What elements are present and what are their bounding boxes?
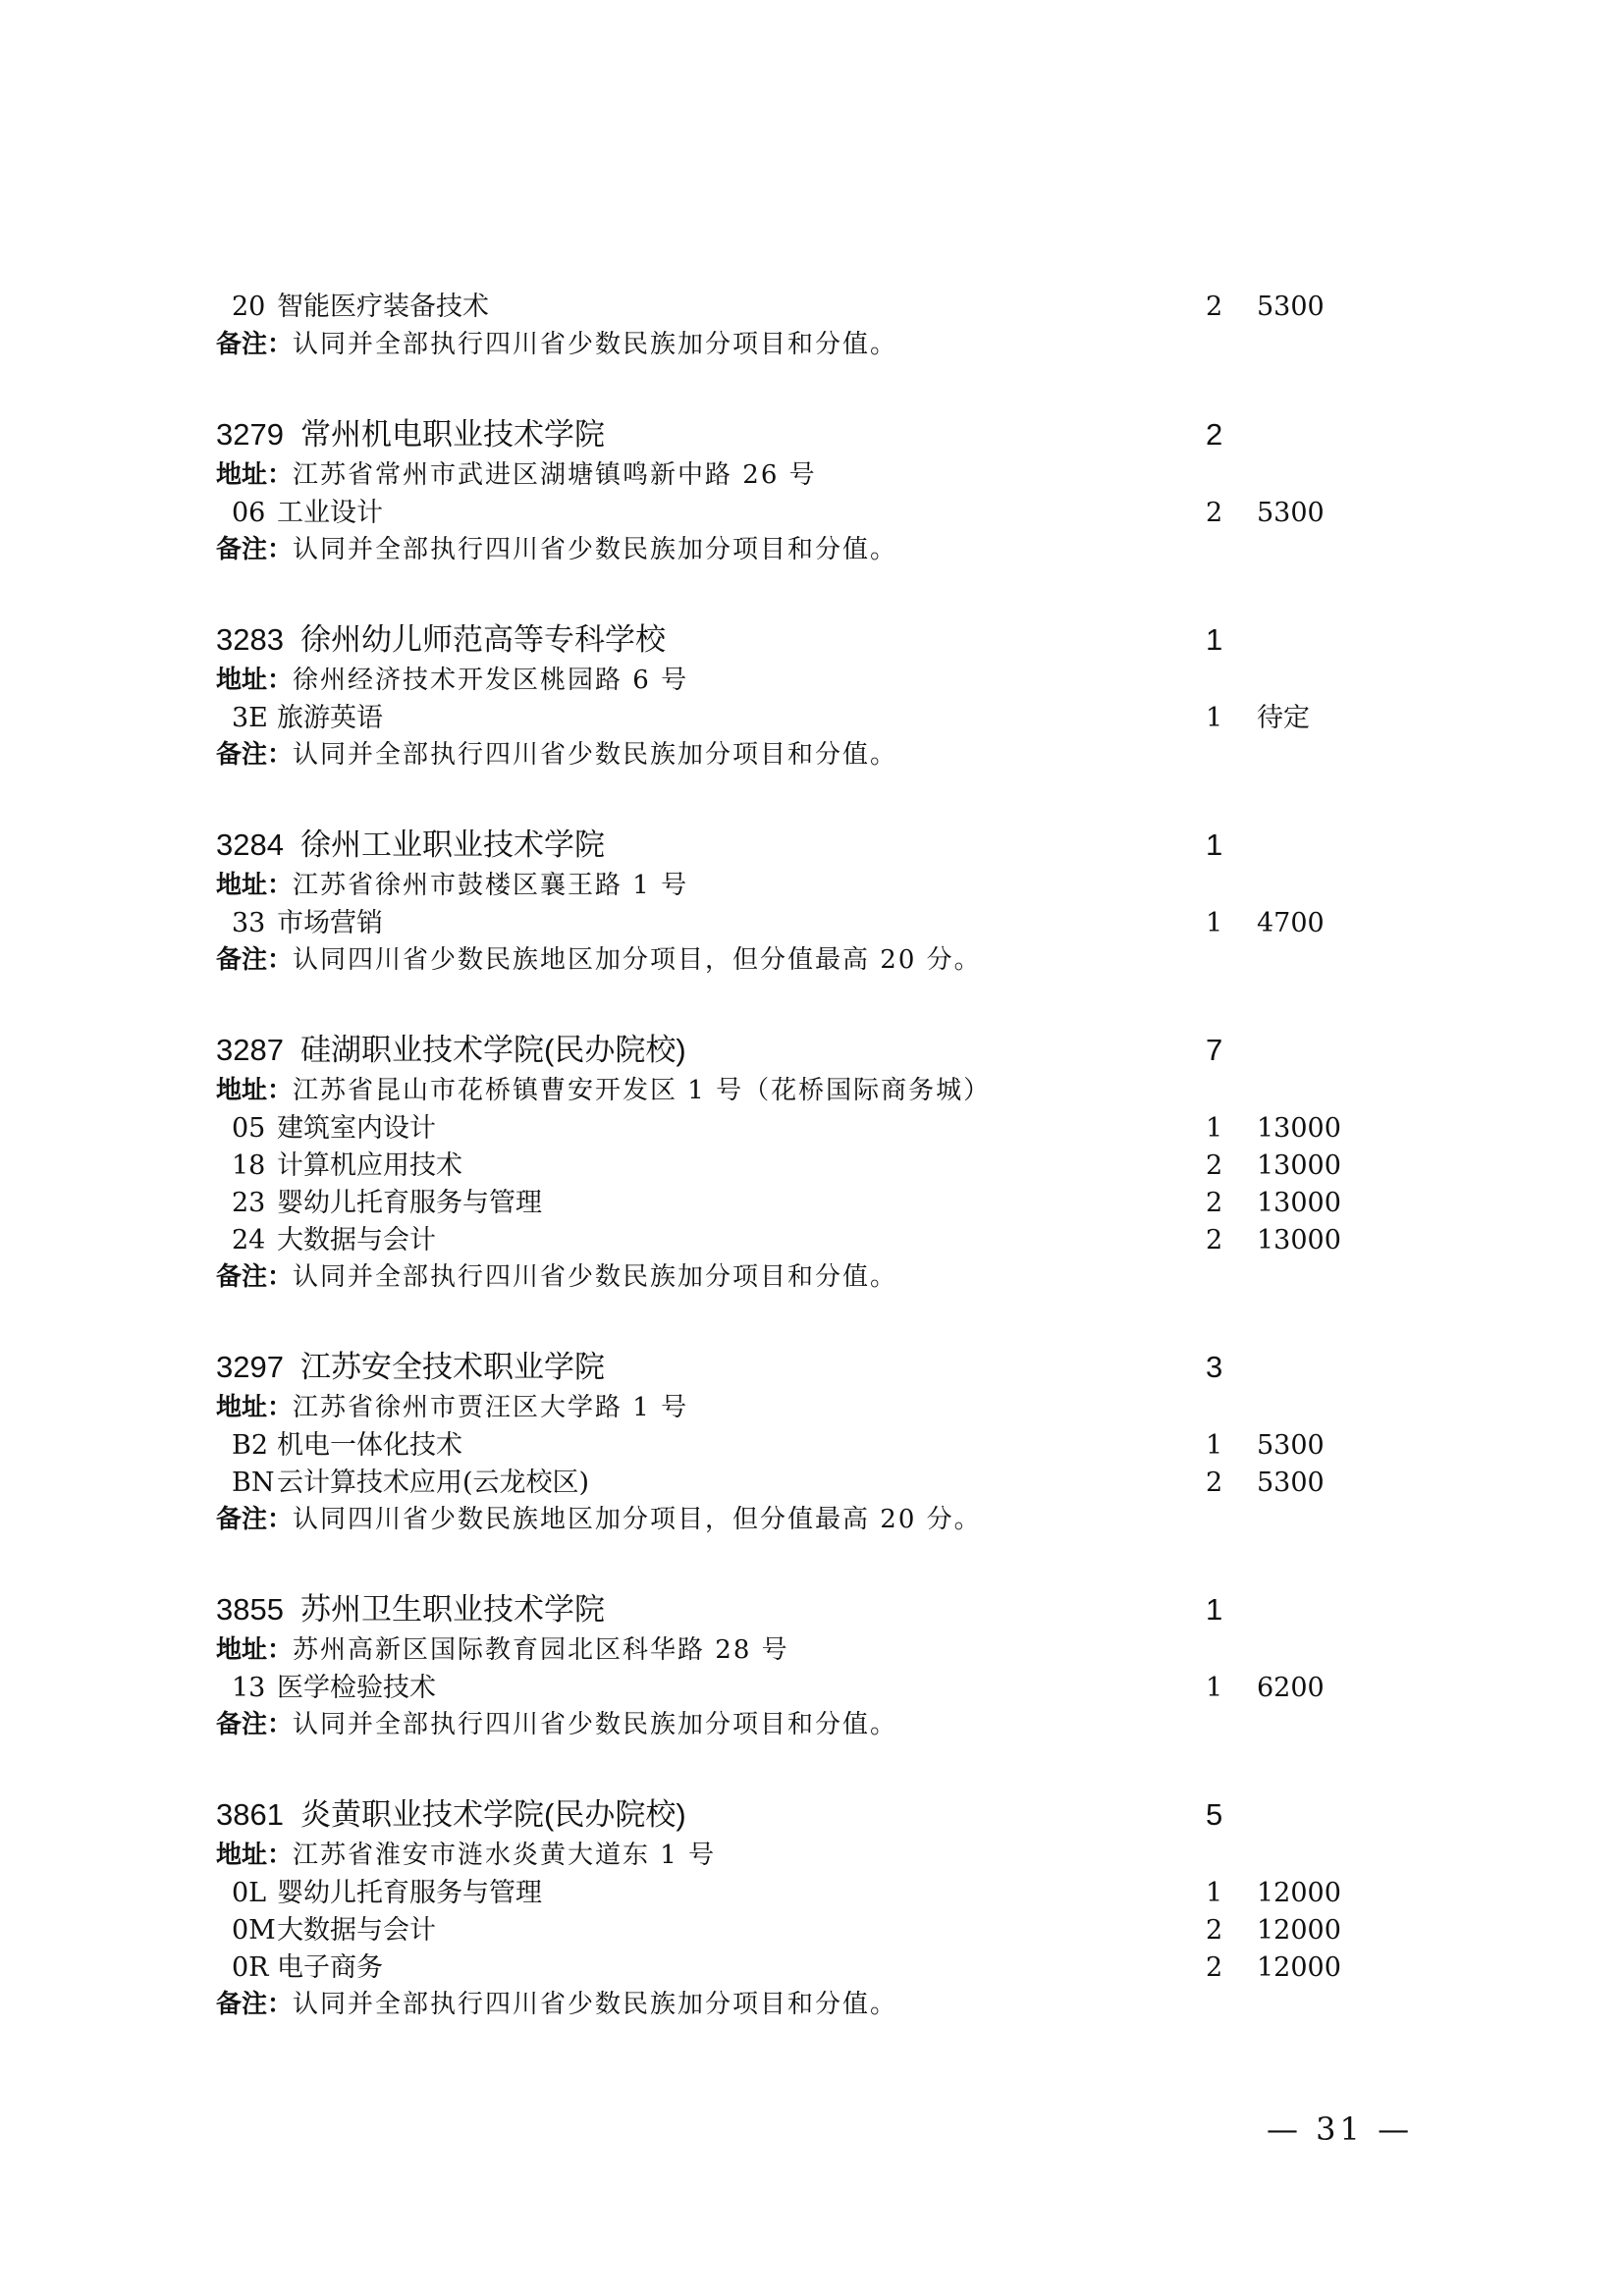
major-name: 婴幼儿托育服务与管理 [277, 1878, 542, 1908]
major-row [216, 1949, 1394, 1987]
major-name: 电子商务 [277, 1952, 383, 1983]
major-count: 2 [1206, 1150, 1223, 1181]
major-name: 机电一体化技术 [277, 1430, 462, 1461]
major-fee: 4700 [1257, 908, 1325, 938]
school-code: 3855 [216, 1592, 284, 1627]
major-name: 大数据与会计 [277, 1225, 436, 1255]
major-fee: 13000 [1257, 1225, 1341, 1255]
school-name: 江苏安全技术职业学院 [300, 1350, 605, 1384]
school-name: 炎黄职业技术学院(民办院校) [300, 1797, 686, 1832]
major-row [216, 289, 1394, 326]
note-row [216, 1986, 1394, 2023]
major-count: 1 [1206, 703, 1223, 733]
major-count: 1 [1206, 908, 1223, 938]
note-label: 备注： [216, 1990, 294, 2019]
major-row [216, 1670, 1394, 1707]
major-code: 18 [232, 1150, 266, 1181]
major-code: 23 [232, 1188, 266, 1218]
major-count: 2 [1206, 1952, 1223, 1983]
major-count: 1 [1206, 1113, 1223, 1144]
school-name: 徐州工业职业技术学院 [300, 828, 605, 862]
school-header [216, 1349, 1394, 1386]
major-count: 1 [1206, 1430, 1223, 1461]
note-text: 认同四川省少数民族地区加分项目，但分值最高 20 分。 [293, 1505, 982, 1534]
school-total: 1 [1206, 1592, 1223, 1627]
address-label: 地址： [216, 1635, 294, 1665]
major-code: 13 [232, 1673, 266, 1703]
major-row [216, 700, 1394, 737]
note-row [216, 1706, 1394, 1743]
major-count: 2 [1206, 1915, 1223, 1946]
major-count: 1 [1206, 1673, 1223, 1703]
school-code: 3287 [216, 1033, 284, 1067]
school-header [216, 1591, 1394, 1629]
address-text: 江苏省淮安市涟水炎黄大道东 1 号 [293, 1841, 717, 1870]
major-count: 2 [1206, 1225, 1223, 1255]
note-row [216, 736, 1394, 774]
school-header [216, 416, 1394, 454]
address-text: 江苏省徐州市贾汪区大学路 1 号 [293, 1393, 689, 1422]
major-fee: 13000 [1257, 1150, 1341, 1181]
major-name: 市场营销 [277, 908, 383, 938]
note-label: 备注： [216, 1262, 294, 1292]
major-fee: 5300 [1257, 1468, 1325, 1498]
school-total: 3 [1206, 1350, 1223, 1384]
note-label: 备注： [216, 535, 294, 564]
school-name: 常州机电职业技术学院 [300, 417, 605, 452]
major-name: 智能医疗装备技术 [277, 292, 489, 322]
major-fee: 6200 [1257, 1673, 1325, 1703]
major-name: 工业设计 [277, 498, 383, 528]
major-fee: 5300 [1257, 292, 1325, 322]
school-total: 1 [1206, 828, 1223, 862]
note-row [216, 941, 1394, 979]
school-total: 1 [1206, 622, 1223, 657]
major-name: 计算机应用技术 [277, 1150, 462, 1181]
address-label: 地址： [216, 1393, 294, 1422]
address-row [216, 456, 1394, 494]
major-count: 1 [1206, 1878, 1223, 1908]
page-number: — 31 — [1267, 2110, 1414, 2148]
major-fee: 待定 [1257, 703, 1310, 733]
major-row [216, 1110, 1394, 1148]
address-label: 地址： [216, 460, 294, 490]
address-row [216, 1389, 1394, 1426]
note-label: 备注： [216, 1710, 294, 1739]
address-label: 地址： [216, 666, 294, 695]
address-text: 江苏省常州市武进区湖塘镇鸣新中路 26 号 [293, 460, 817, 490]
major-name: 婴幼儿托育服务与管理 [277, 1188, 542, 1218]
address-label: 地址： [216, 1841, 294, 1870]
major-count: 2 [1206, 498, 1223, 528]
major-code: 20 [232, 292, 266, 322]
major-code: 0R [232, 1952, 269, 1983]
school-header [216, 621, 1394, 659]
note-text: 认同并全部执行四川省少数民族加分项目和分值。 [293, 1710, 898, 1739]
note-text: 认同并全部执行四川省少数民族加分项目和分值。 [293, 535, 898, 564]
school-code: 3297 [216, 1350, 284, 1384]
major-row [216, 1148, 1394, 1185]
school-code: 3279 [216, 417, 284, 452]
address-row [216, 1631, 1394, 1669]
school-name: 徐州幼儿师范高等专科学校 [300, 622, 666, 657]
major-fee: 13000 [1257, 1188, 1341, 1218]
major-row [216, 1222, 1394, 1259]
major-code: B2 [232, 1430, 269, 1461]
school-header [216, 1796, 1394, 1834]
address-label: 地址： [216, 871, 294, 900]
school-total: 2 [1206, 417, 1223, 452]
school-total: 7 [1206, 1033, 1223, 1067]
note-row [216, 326, 1394, 363]
major-count: 2 [1206, 1468, 1223, 1498]
major-code: 05 [232, 1113, 266, 1144]
note-row [216, 531, 1394, 568]
major-fee: 12000 [1257, 1952, 1341, 1983]
major-code: 06 [232, 498, 266, 528]
note-label: 备注： [216, 1505, 294, 1534]
note-label: 备注： [216, 330, 294, 359]
school-header [216, 1032, 1394, 1069]
major-row [216, 1427, 1394, 1465]
major-name: 云计算技术应用(云龙校区) [277, 1468, 590, 1498]
major-name: 医学检验技术 [277, 1673, 436, 1703]
major-code: 3E [232, 703, 268, 733]
address-label: 地址： [216, 1076, 294, 1105]
address-row [216, 1072, 1394, 1109]
school-total: 5 [1206, 1797, 1223, 1832]
major-row [216, 905, 1394, 942]
major-fee: 12000 [1257, 1878, 1341, 1908]
note-row [216, 1258, 1394, 1296]
major-row [216, 1912, 1394, 1949]
note-text: 认同并全部执行四川省少数民族加分项目和分值。 [293, 1990, 898, 2019]
address-row [216, 662, 1394, 699]
school-code: 3861 [216, 1797, 284, 1832]
note-row [216, 1501, 1394, 1538]
note-text: 认同并全部执行四川省少数民族加分项目和分值。 [293, 1262, 898, 1292]
major-name: 旅游英语 [277, 703, 383, 733]
major-row [216, 1465, 1394, 1502]
school-code: 3284 [216, 828, 284, 862]
major-code: 33 [232, 908, 266, 938]
note-label: 备注： [216, 740, 294, 770]
major-row [216, 1875, 1394, 1912]
address-row [216, 867, 1394, 904]
address-row [216, 1837, 1394, 1874]
major-fee: 12000 [1257, 1915, 1341, 1946]
major-fee: 5300 [1257, 1430, 1325, 1461]
major-name: 建筑室内设计 [277, 1113, 436, 1144]
school-name: 硅湖职业技术学院(民办院校) [300, 1033, 686, 1067]
major-fee: 13000 [1257, 1113, 1341, 1144]
school-header [216, 827, 1394, 864]
note-text: 认同四川省少数民族地区加分项目，但分值最高 20 分。 [293, 945, 982, 975]
major-row [216, 1185, 1394, 1222]
major-name: 大数据与会计 [277, 1915, 436, 1946]
school-name: 苏州卫生职业技术学院 [300, 1592, 605, 1627]
major-code: 0L [232, 1878, 267, 1908]
major-code: BN [232, 1468, 275, 1498]
note-text: 认同并全部执行四川省少数民族加分项目和分值。 [293, 740, 898, 770]
note-label: 备注： [216, 945, 294, 975]
address-text: 徐州经济技术开发区桃园路 6 号 [293, 666, 689, 695]
address-text: 江苏省徐州市鼓楼区襄王路 1 号 [293, 871, 689, 900]
major-row [216, 495, 1394, 532]
major-code: 24 [232, 1225, 266, 1255]
note-text: 认同并全部执行四川省少数民族加分项目和分值。 [293, 330, 898, 359]
major-code: 0M [232, 1915, 276, 1946]
major-fee: 5300 [1257, 498, 1325, 528]
school-code: 3283 [216, 622, 284, 657]
major-count: 2 [1206, 292, 1223, 322]
address-text: 江苏省昆山市花桥镇曹安开发区 1 号（花桥国际商务城） [293, 1076, 992, 1105]
address-text: 苏州高新区国际教育园北区科华路 28 号 [293, 1635, 789, 1665]
major-count: 2 [1206, 1188, 1223, 1218]
